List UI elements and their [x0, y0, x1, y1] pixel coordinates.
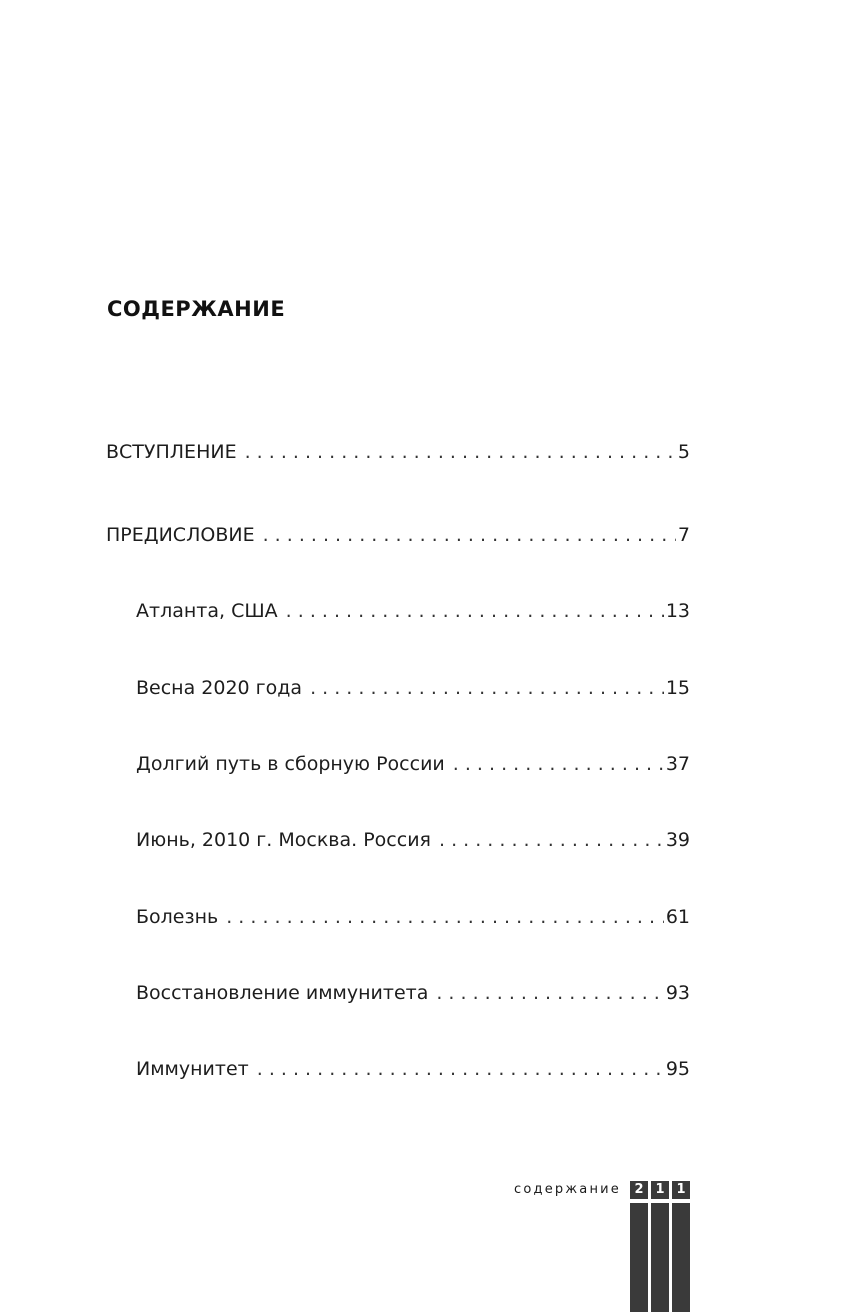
toc-entry-page: 7 [677, 524, 690, 546]
page-number-digit: 1 [672, 1181, 690, 1199]
toc-entry-label: Весна 2020 года [136, 677, 303, 699]
toc-entry[interactable] [106, 524, 690, 546]
toc-entry-page: 93 [665, 982, 690, 1004]
toc-entry-label: Иммунитет [136, 1058, 249, 1080]
toc-entry-page: 39 [665, 829, 690, 851]
toc-entry[interactable] [106, 441, 690, 463]
toc-entry[interactable] [136, 829, 690, 851]
toc-leader [245, 441, 676, 463]
running-footer-section-label: содержание [514, 1182, 621, 1197]
toc-entry[interactable] [136, 600, 690, 622]
toc-entry-label: ПРЕДИСЛОВИЕ [106, 524, 255, 546]
toc-entry-label: Болезнь [136, 906, 219, 928]
toc-entry-page: 15 [665, 677, 690, 699]
toc-leader [263, 524, 676, 546]
toc-entry[interactable] [136, 982, 690, 1004]
toc-leader [257, 1058, 664, 1080]
toc-entry[interactable] [136, 677, 690, 699]
toc-entry-page: 13 [665, 600, 690, 622]
page-number-digit: 2 [630, 1181, 648, 1199]
toc-leader [286, 600, 664, 622]
toc-leader [310, 677, 664, 699]
toc-leader [453, 753, 664, 775]
toc-entry-page: 37 [665, 753, 690, 775]
toc-entry[interactable] [136, 753, 690, 775]
toc-entry[interactable] [136, 1058, 690, 1080]
page-tab-bar [672, 1203, 690, 1312]
page-number-digit: 1 [651, 1181, 669, 1199]
toc-entry-page: 61 [665, 906, 690, 928]
toc-entry-page: 5 [677, 441, 690, 463]
toc-entry-label: Июнь, 2010 г. Москва. Россия [136, 829, 431, 851]
toc-leader [439, 829, 664, 851]
toc-entry-label: Долгий путь в сборную России [136, 753, 445, 775]
toc-leader [226, 906, 664, 928]
toc-entry-label: ВСТУПЛЕНИЕ [106, 441, 237, 463]
page-tab-bar [630, 1203, 648, 1312]
toc-entry[interactable] [136, 906, 690, 928]
toc-entry-label: Восстановление иммунитета [136, 982, 429, 1004]
toc-leader [436, 982, 663, 1004]
page-title: СОДЕРЖАНИЕ [107, 297, 286, 321]
page-tab-bar [651, 1203, 669, 1312]
toc-entry-label: Атланта, США [136, 600, 278, 622]
toc-entry-page: 95 [665, 1058, 690, 1080]
